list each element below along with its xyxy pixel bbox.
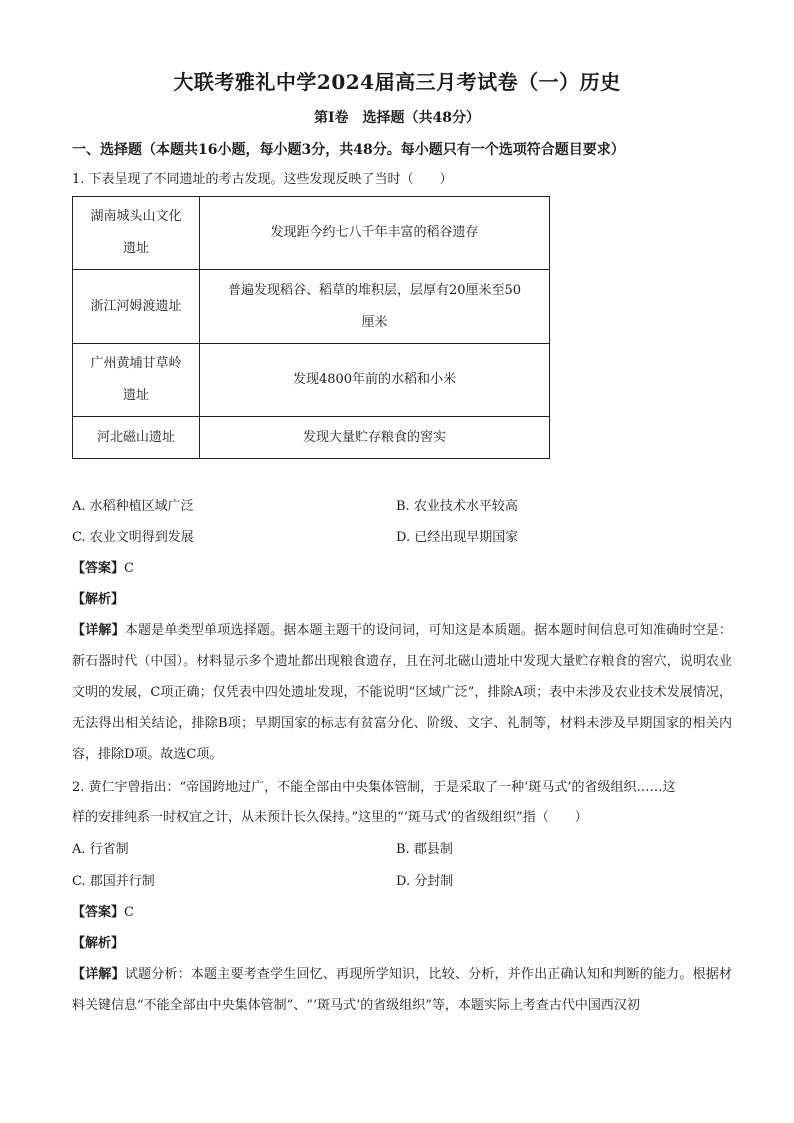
answer-line: [72, 903, 134, 923]
detail-text: 试题分析：本题主要考查学生回忆、再现所学知识，比较、分析，并作出正确认知和判断的能力。根据材料关键信息“不能全部由中央集体管制”、“‘斑马式’的省级组织”等，本题实际上考查古代中国西汉初: [72, 967, 732, 1013]
option-b: B. 农业技术水平较高: [396, 499, 518, 514]
table-cell-site: 湖南城头山文化 遗址: [73, 197, 200, 270]
table-row: [73, 344, 550, 417]
section-heading: 一、选择题（本题共16小题，每小题3分，共48分。每小题只有一个选项符合题目要求）: [72, 142, 625, 158]
table-cell-finding: 发现距今约七八千年丰富的稻谷遗存: [200, 197, 550, 270]
answer-value: C: [124, 561, 134, 576]
option-a: A. 水稻种植区域广泛: [72, 499, 194, 514]
detail-paragraph: [72, 615, 732, 770]
option-d: D. 已经出现早期国家: [396, 530, 519, 545]
table-row: [73, 197, 550, 270]
detail-paragraph: [72, 959, 732, 1021]
detail-text: 本题是单类型单项选择题。据本题主题干的设问词，可知这是本质题。据本题时间信息可知准确时空是：新石器时代（中国）。材料显示多个遗址都出现粮食遗存，且在河北磁山遗址中发现大量贮存粮食的窖穴，说明农业文明的发展，C项正确；仅凭表中四处遗址发现，不能说明“区域广泛”，排除A项；表中未涉及农业技术发展情况，无法得出相关结论，排除B项；早期国家的标志有贫富分化、阶级、文字、礼制等，材料未涉及早期国家的相关内容，排除D项。故选C项。: [72, 623, 732, 762]
answer-tag: 【答案】: [72, 905, 125, 920]
answer-line: [72, 559, 134, 579]
question-2-stem-line-2: 样的安排纯系一时权宜之计，从未预计长久保持。”这里的“‘斑马式’的省级组织”指（ ）: [72, 810, 588, 825]
answer-value: C: [124, 905, 134, 920]
analysis-tag: 【解析】: [72, 936, 125, 951]
option-d: D. 分封制: [396, 874, 454, 889]
analysis-tag: 【解析】: [72, 592, 125, 607]
option-c: C. 农业文明得到发展: [72, 530, 194, 545]
table-cell-finding: 发现大量贮存粮食的窖实: [200, 417, 550, 459]
option-c: C. 郡国并行制: [72, 874, 155, 889]
question-1-stem: 1. 下表呈现了不同遗址的考古发现。这些发现反映了当时（ ）: [72, 172, 453, 187]
detail-tag: 【详解】: [72, 967, 125, 982]
part-heading: 第Ⅰ卷 选择题（共48分）: [313, 110, 481, 126]
table-cell-site: 河北磁山遗址: [73, 417, 200, 459]
table-cell-site: 广州黄埔甘草岭 遗址: [73, 344, 200, 417]
table-cell-finding: 发现4800年前的水稻和小米: [200, 344, 550, 417]
answer-tag: 【答案】: [72, 561, 125, 576]
option-a: A. 行省制: [72, 842, 129, 857]
detail-tag: 【详解】: [72, 623, 125, 638]
exam-title: 大联考雅礼中学2024届高三月考试卷（一）历史: [173, 70, 621, 94]
archaeology-table: [72, 196, 550, 459]
table-row: [73, 417, 550, 459]
question-2-stem-line-1: 2. 黄仁宇曾指出：“帝国跨地过广，不能全部由中央集体管制，于是采取了一种‘斑马式’的省级组织……这: [72, 780, 676, 795]
table-row: [73, 270, 550, 344]
table-cell-site: 浙江河姆渡遗址: [73, 270, 200, 344]
option-b: B. 郡县制: [396, 842, 453, 857]
table-cell-finding: 普遍发现稻谷、稻草的堆积层，层厚有20厘米至50 厘米: [200, 270, 550, 344]
